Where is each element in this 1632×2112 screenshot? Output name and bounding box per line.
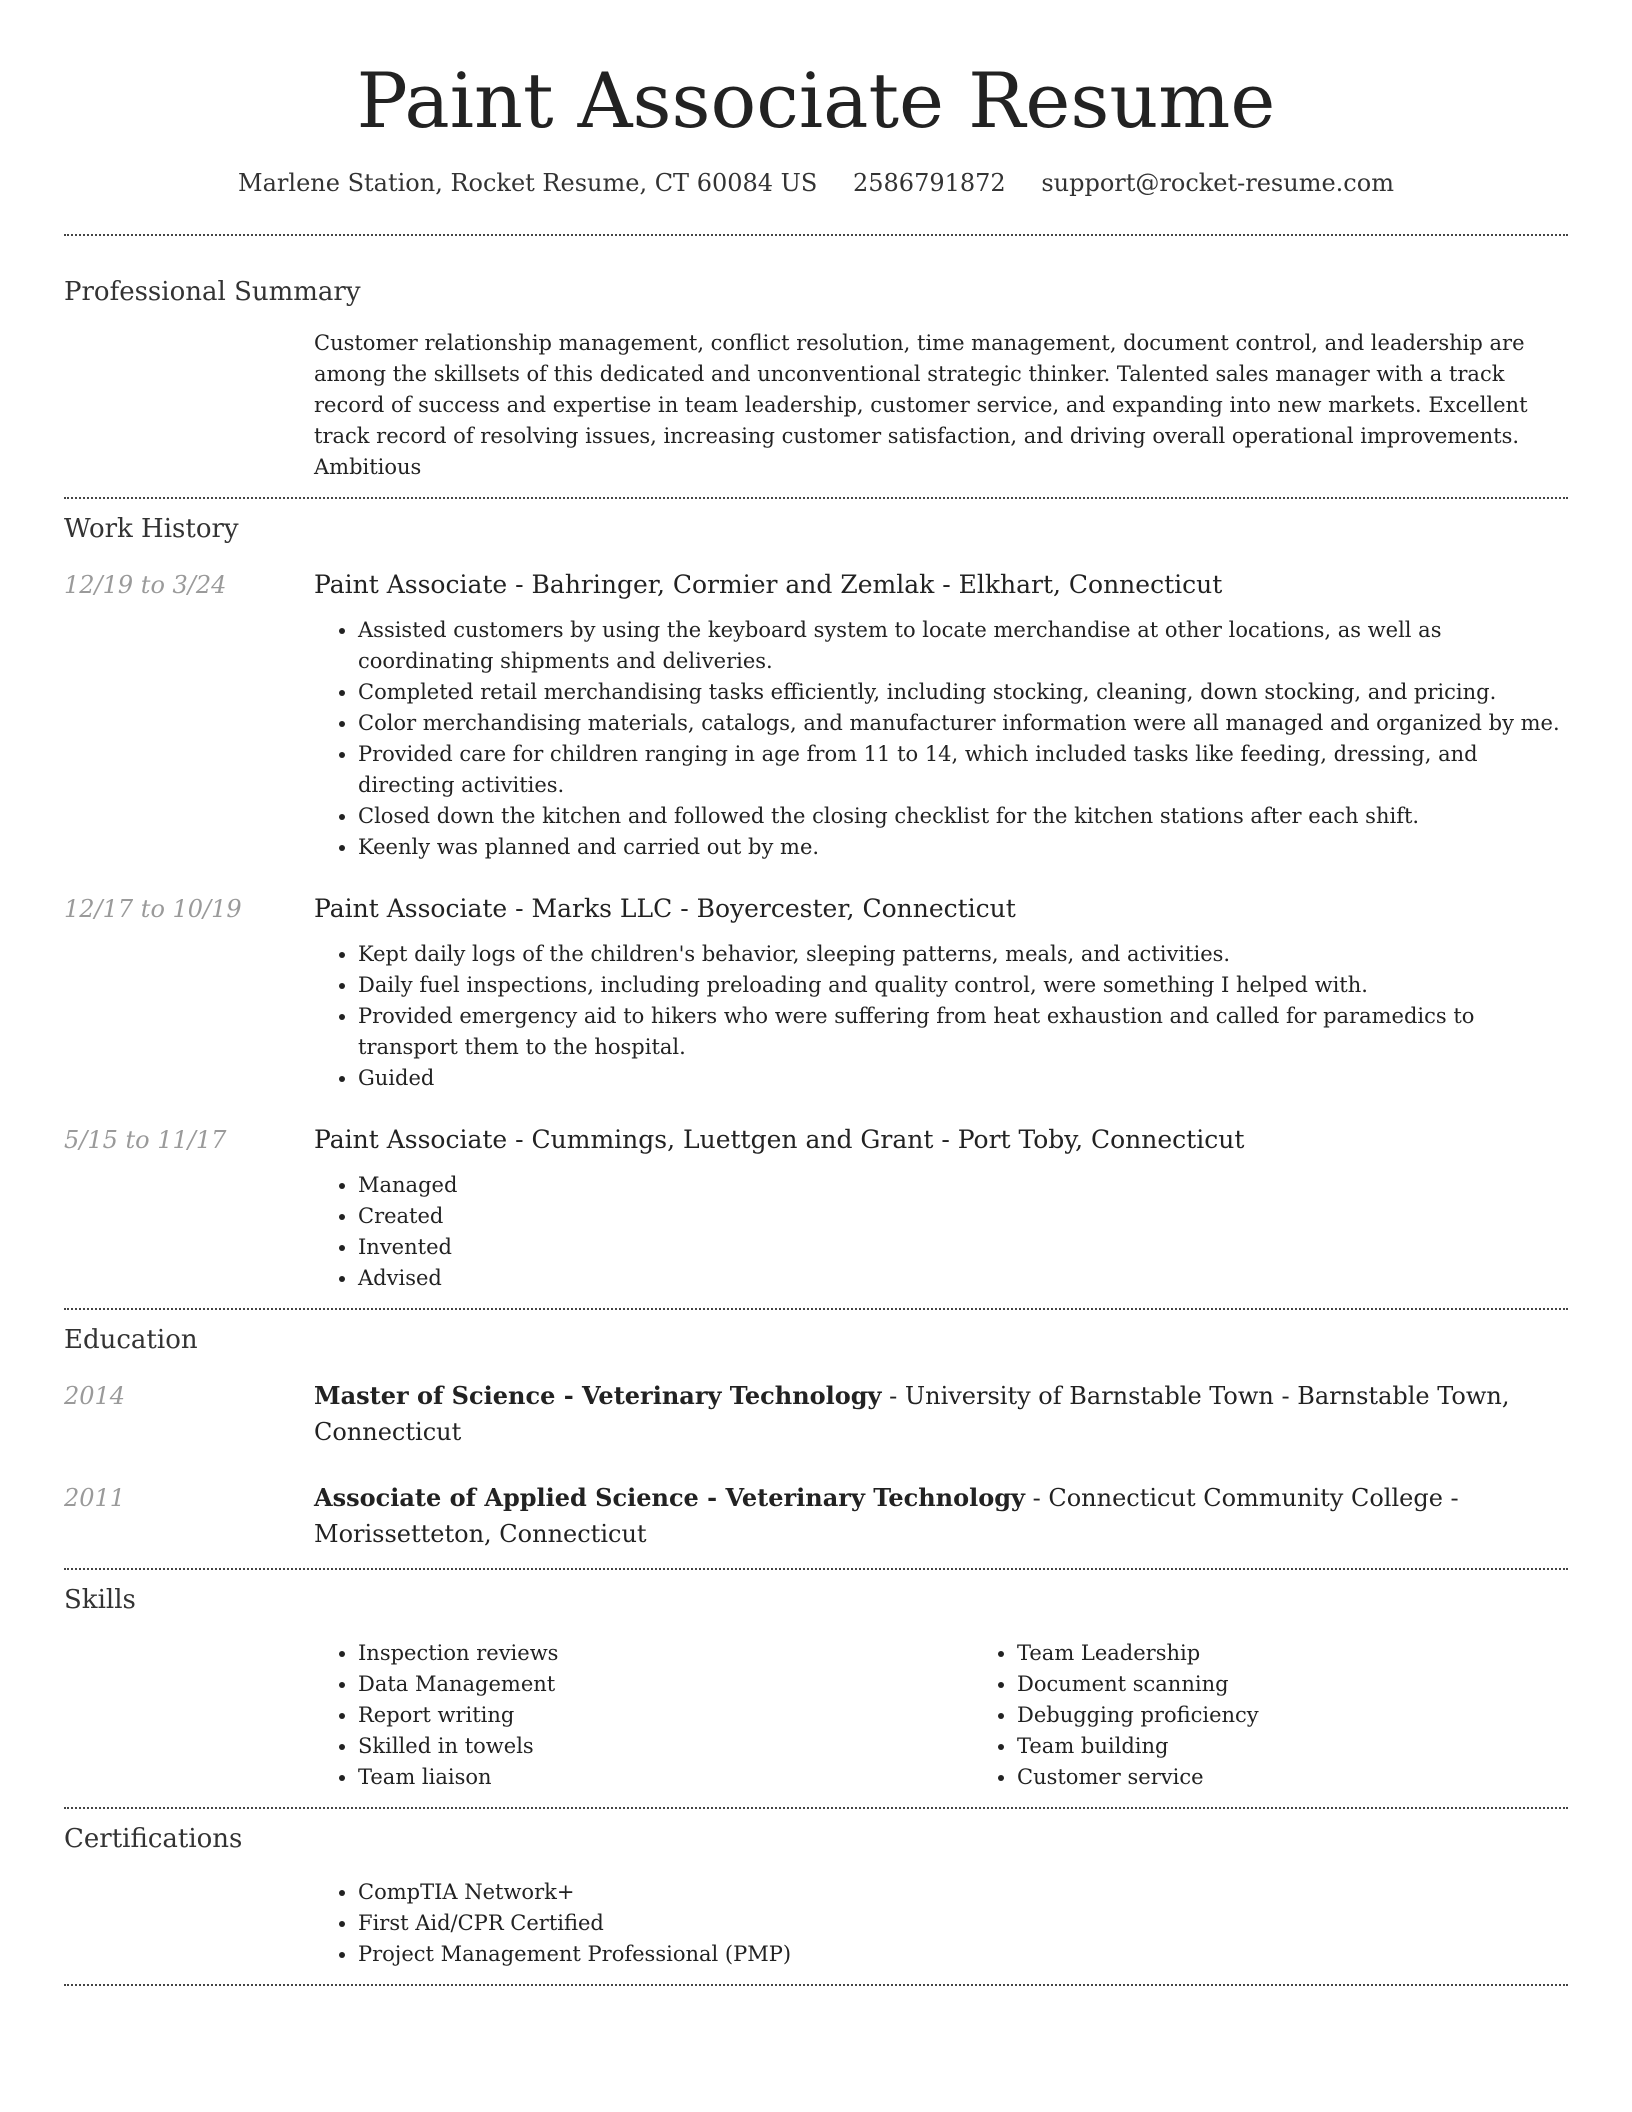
list-item: • Completed retail merchandising tasks efficiently, including stocking, cleaning, down stocking, and pricing. xyxy=(358,677,1568,708)
skills-section xyxy=(64,1582,1568,1793)
job-dates: 12/17 to 10/19 xyxy=(64,895,242,923)
job-dates: 5/15 to 11/17 xyxy=(64,1126,227,1154)
list-item: • Daily fuel inspections, including preloading and quality control, were something I helped with. xyxy=(358,970,1568,1001)
job-title: Paint Associate - Bahringer, Cormier and Zemlak - Elkhart, Connecticut xyxy=(314,570,1223,599)
list-item: • Document scanning xyxy=(1017,1669,1632,1700)
job-bullets xyxy=(314,615,1568,863)
divider xyxy=(64,234,1568,236)
list-item: • Provided care for children ranging in age from 11 to 14, which included tasks like feeding, dressing, and directing activities. xyxy=(358,739,1568,801)
divider xyxy=(64,1568,1568,1570)
skills-list-left xyxy=(314,1638,973,1793)
certifications-list xyxy=(314,1877,1568,1970)
divider xyxy=(64,1984,1568,1986)
education-year: 2011 xyxy=(64,1484,126,1512)
section-heading-work: Work History xyxy=(64,514,239,544)
list-item: • Report writing xyxy=(358,1700,973,1731)
divider xyxy=(64,1308,1568,1310)
job-dates: 12/19 to 3/24 xyxy=(64,571,227,599)
list-item: • Provided emergency aid to hikers who were suffering from heat exhaustion and called for paramedics to transport them to the hospital. xyxy=(358,1001,1568,1063)
resume-title: Paint Associate Resume xyxy=(356,56,1276,145)
summary-text: Customer relationship management, conflict resolution, time management, document control, and leadership are among the skillsets of this dedicated and unconventional strategic thinker. Talented sales manager with a track record of success and expertise in team leadership, customer service, and expanding into new markets. Excellent track record of resolving issues, increasing customer satisfaction, and driving overall operational improvements. Ambitious xyxy=(314,331,1528,479)
resume-page xyxy=(64,0,1568,1986)
contact-line xyxy=(64,166,1568,200)
list-item: • Team liaison xyxy=(358,1762,973,1793)
education-entry xyxy=(64,1480,1568,1552)
education-school: - Connecticut Community College - Morissetteton, Connecticut xyxy=(314,1484,1459,1548)
education-section xyxy=(64,1322,1568,1552)
list-item: • Keenly was planned and carried out by me. xyxy=(358,832,1568,863)
list-item: • Team building xyxy=(1017,1731,1632,1762)
list-item: • Created xyxy=(358,1201,1568,1232)
list-item: • Closed down the kitchen and followed the closing checklist for the kitchen stations after each shift. xyxy=(358,801,1568,832)
list-item: • Managed xyxy=(358,1170,1568,1201)
job-entry xyxy=(64,567,1568,863)
contact-address: Marlene Station, Rocket Resume, CT 60084 US xyxy=(238,169,818,197)
list-item: • Debugging proficiency xyxy=(1017,1700,1632,1731)
summary-spacer xyxy=(64,328,314,483)
list-item: • Data Management xyxy=(358,1669,973,1700)
list-item: • Skilled in towels xyxy=(358,1731,973,1762)
divider xyxy=(64,497,1568,499)
list-item: • Assisted customers by using the keyboard system to locate merchandise at other locations, as well as coordinating shipments and deliveries. xyxy=(358,615,1568,677)
list-item: • Kept daily logs of the children's behavior, sleeping patterns, meals, and activities. xyxy=(358,939,1568,970)
job-title: Paint Associate - Marks LLC - Boyercester, Connecticut xyxy=(314,894,1016,923)
education-year: 2014 xyxy=(64,1382,126,1410)
list-item: • Customer service xyxy=(1017,1762,1632,1793)
education-school: - University of Barnstable Town - Barnstable Town, Connecticut xyxy=(314,1382,1510,1446)
list-item: • Team Leadership xyxy=(1017,1638,1632,1669)
list-item: • Invented xyxy=(358,1232,1568,1263)
skills-spacer xyxy=(64,1638,314,1793)
list-item: • Color merchandising materials, catalogs, and manufacturer information were all managed and organized by me. xyxy=(358,708,1568,739)
education-degree: Associate of Applied Science - Veterinary Technology xyxy=(314,1483,1025,1512)
list-item: • Guided xyxy=(358,1063,1568,1094)
education-degree: Master of Science - Veterinary Technology xyxy=(314,1381,882,1410)
list-item: • First Aid/CPR Certified xyxy=(358,1908,1568,1939)
job-bullets xyxy=(314,939,1568,1094)
education-entry xyxy=(64,1378,1568,1450)
list-item: • Advised xyxy=(358,1263,1568,1294)
list-item: • Inspection reviews xyxy=(358,1638,973,1669)
summary-section xyxy=(64,274,1568,483)
contact-email: support@rocket-resume.com xyxy=(1041,169,1394,197)
job-entry xyxy=(64,891,1568,1094)
section-heading-skills: Skills xyxy=(64,1585,136,1615)
job-bullets xyxy=(314,1170,1568,1294)
list-item: • Project Management Professional (PMP) xyxy=(358,1939,1568,1970)
section-heading-summary: Professional Summary xyxy=(64,277,361,307)
section-heading-education: Education xyxy=(64,1325,198,1355)
job-title: Paint Associate - Cummings, Luettgen and Grant - Port Toby, Connecticut xyxy=(314,1125,1245,1154)
certifications-spacer xyxy=(64,1877,314,1970)
section-heading-certifications: Certifications xyxy=(64,1824,243,1854)
list-item: • CompTIA Network+ xyxy=(358,1877,1568,1908)
job-entry xyxy=(64,1122,1568,1294)
contact-phone: 2586791872 xyxy=(852,169,1006,197)
skills-list-right xyxy=(973,1638,1632,1793)
divider xyxy=(64,1807,1568,1809)
work-section xyxy=(64,511,1568,1294)
certifications-section xyxy=(64,1821,1568,1970)
